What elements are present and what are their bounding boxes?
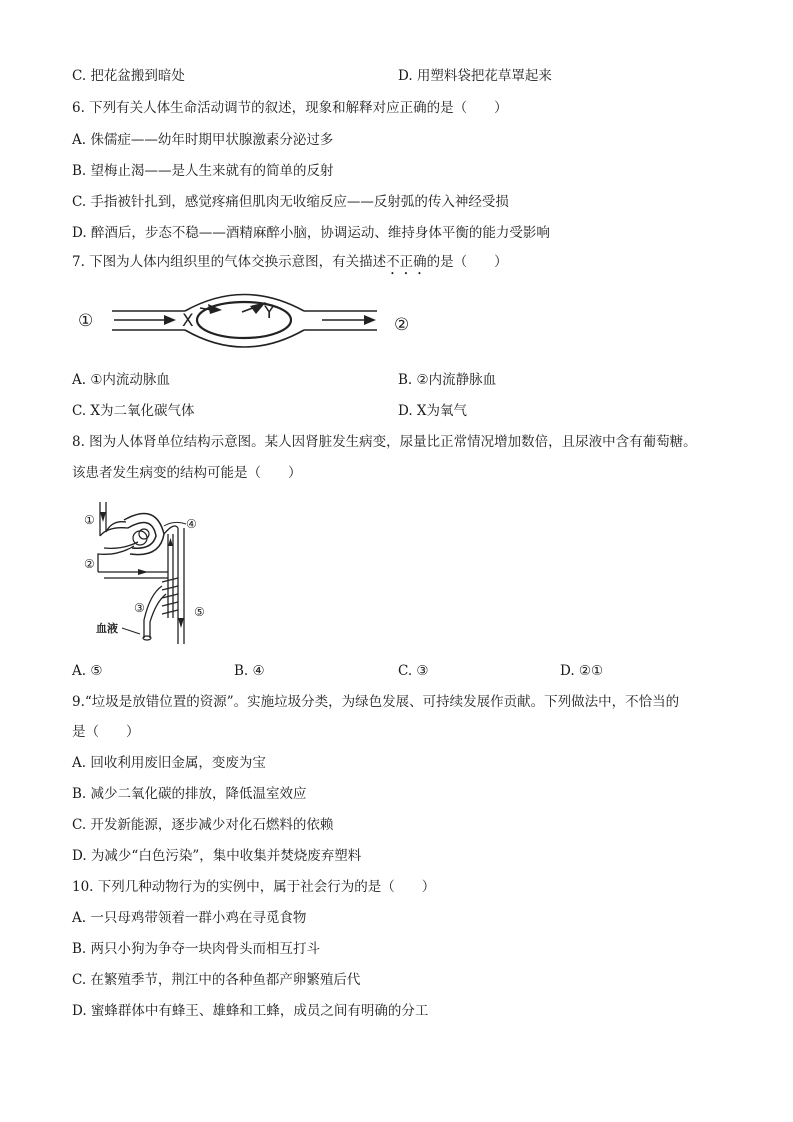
gas-exchange-diagram xyxy=(72,286,422,364)
q7-stem xyxy=(72,253,508,278)
q9-option-b: B. 减少二氧化碳的排放，降低温室效应 xyxy=(72,786,307,802)
q8-option-c: C. ③ xyxy=(398,663,429,679)
q6-stem: 6. 下列有关人体生命活动调节的叙述，现象和解释对应正确的是（ ） xyxy=(72,100,508,116)
q7-option-d: D. X为氧气 xyxy=(398,403,468,419)
q8-stem-line1: 8. 图为人体肾单位结构示意图。某人因肾脏发生病变，尿量比正常情况增加数倍，且尿液中含有葡萄糖。 xyxy=(72,434,697,450)
label-x: X xyxy=(182,311,194,331)
q5-option-c: C. 把花盆搬到暗处 xyxy=(72,68,185,84)
label-blood: 血液 xyxy=(96,622,118,635)
q10-option-c: C. 在繁殖季节，荆江中的各种鱼都产卵繁殖后代 xyxy=(72,972,361,988)
q7-stem-post: 的是（ ） xyxy=(426,254,508,270)
label-5: ⑤ xyxy=(194,605,205,619)
q9-stem-line1: 9.“垃圾是放错位置的资源”。实施垃圾分类，为绿色发展、可持续发展作贡献。下列做法中，不恰当的 xyxy=(72,694,680,710)
label-y: Y xyxy=(264,303,275,323)
nephron-diagram xyxy=(78,498,218,650)
label-1: ① xyxy=(78,311,94,331)
q8-stem-line2: 该患者发生病变的结构可能是（ ） xyxy=(72,465,302,481)
q7-stem-emphasis: 不正确 xyxy=(386,254,427,270)
q6-option-d: D. 醉酒后，步态不稳——酒精麻醉小脑，协调运动、维持身体平衡的能力受影响 xyxy=(72,225,550,241)
q6-option-a: A. 侏儒症——幼年时期甲状腺激素分泌过多 xyxy=(72,132,334,148)
label-1: ① xyxy=(84,513,95,527)
label-2: ② xyxy=(84,557,95,571)
q9-option-c: C. 开发新能源，逐步减少对化石燃料的依赖 xyxy=(72,817,334,833)
q7-stem-pre: 7. 下图为人体内组织里的气体交换示意图，有关描述 xyxy=(72,254,387,270)
q9-option-a: A. 回收利用废旧金属，变废为宝 xyxy=(72,755,266,771)
q9-option-d: D. 为减少“白色污染”，集中收集并焚烧废弃塑料 xyxy=(72,848,362,864)
q10-option-a: A. 一只母鸡带领着一群小鸡在寻觅食物 xyxy=(72,910,307,926)
q9-stem-line2: 是（ ） xyxy=(72,724,140,740)
q6-option-b: B. 望梅止渴——是人生来就有的简单的反射 xyxy=(72,163,334,179)
label-2: ② xyxy=(394,315,410,335)
q10-stem: 10. 下列几种动物行为的实例中，属于社会行为的是（ ） xyxy=(72,879,436,895)
q10-option-d: D. 蜜蜂群体中有蜂王、雄蜂和工蜂，成员之间有明确的分工 xyxy=(72,1003,429,1019)
q5-option-d: D. 用塑料袋把花草罩起来 xyxy=(398,68,552,84)
q7-option-a: A. ①内流动脉血 xyxy=(72,372,170,388)
q8-option-d: D. ②① xyxy=(560,663,604,679)
q6-option-c: C. 手指被针扎到，感觉疼痛但肌肉无收缩反应——反射弧的传入神经受损 xyxy=(72,194,509,210)
label-4: ④ xyxy=(186,517,197,531)
q10-option-b: B. 两只小狗为争夺一块肉骨头而相互打斗 xyxy=(72,941,321,957)
q8-option-b: B. ④ xyxy=(234,663,265,679)
q7-option-b: B. ②内流静脉血 xyxy=(398,372,497,388)
q7-option-c: C. X为二氧化碳气体 xyxy=(72,403,195,419)
q8-option-a: A. ⑤ xyxy=(72,663,103,679)
label-3: ③ xyxy=(134,601,145,615)
